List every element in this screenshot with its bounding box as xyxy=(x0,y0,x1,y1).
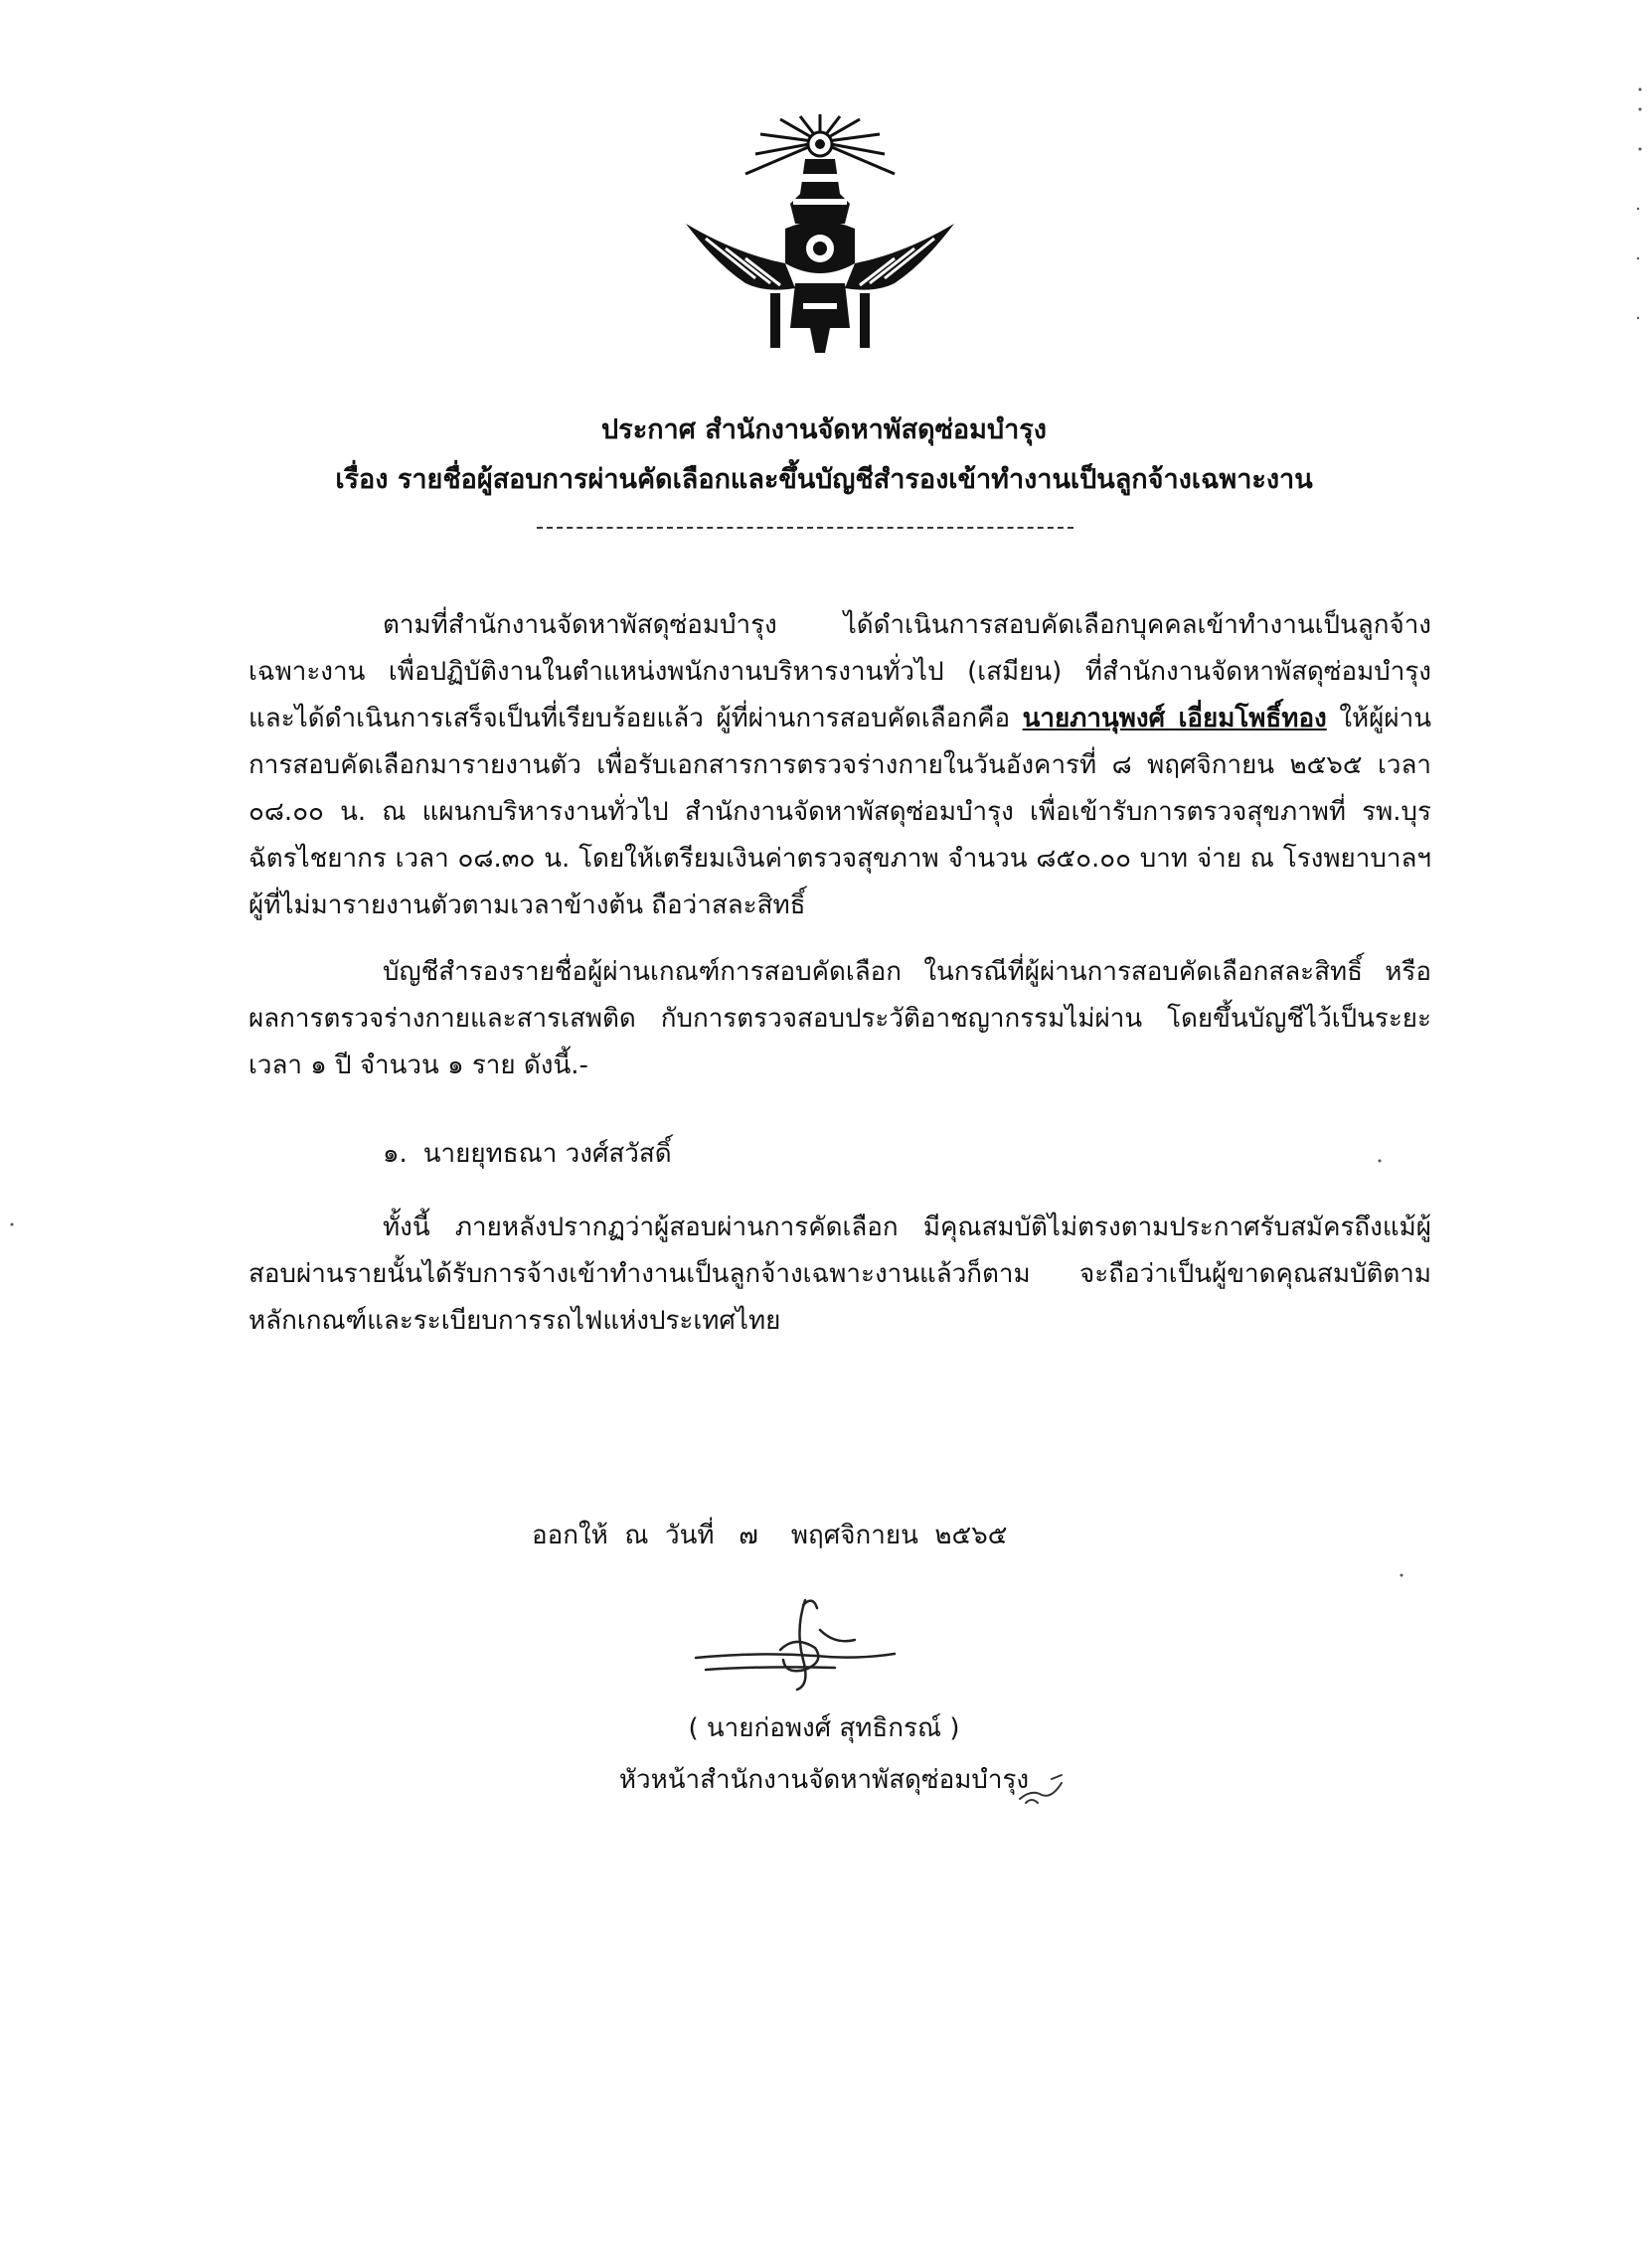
announcement-subject: เรื่อง รายชื่อผู้สอบการผ่านคัดเลือกและขึ้นบัญชีสำรองเข้าทำงานเป็นลูกจ้างเฉพาะงาน xyxy=(335,464,1313,495)
conditions-paragraph xyxy=(248,1205,1431,1345)
main-paragraph xyxy=(248,602,1431,929)
reserve-paragraph-text: บัญชีสำรองรายชื่อผู้ผ่านเกณฑ์การสอบคัดเลือก ในกรณีที่ผู้ผ่านการสอบคัดเลือกสละสิทธิ์ หรือผลการตรวจร่างกายและสารเสพติด กับการตรวจสอบประวัติอาชญากรรมไม่ผ่าน โดยขึ้นบัญชีไว้เป็นระยะเวลา ๑ ปี จำนวน ๑ ราย ดังนี้.- xyxy=(248,957,1431,1080)
state-railway-emblem-icon xyxy=(686,114,954,363)
announcement-title: ประกาศ สำนักงานจัดหาพัสดุซ่อมบำรุง xyxy=(601,414,1047,445)
signer-name: ( นายก่อพงศ์ สุทธิกรณ์ ) xyxy=(688,1713,960,1743)
reserve-item-number: ๑. xyxy=(383,1139,408,1169)
title-divider xyxy=(537,527,1073,529)
main-paragraph-intro: ตามที่สำนักงานจัดหาพัสดุซ่อมบำรุง ได้ดำเนินการสอบคัดเลือกบุคคลเข้าทำงานเป็นลูกจ้างเฉพาะงาน เพื่อปฏิบัติงานในตำแหน่งพนักงานบริหารงานทั่วไป (เสมียน) ที่สำนักงานจัดหาพัสดุซ่อมบำรุง และได้ดำเนินการเสร็จเป็นที่เรียบร้อยแล้ว ผู้ที่ผ่านการสอบคัดเลือกคือ xyxy=(248,610,1431,733)
conditions-paragraph-text: ทั้งนี้ ภายหลังปรากฏว่าผู้สอบผ่านการคัดเลือก มีคุณสมบัติไม่ตรงตามประกาศรับสมัครถึงแม้ผู้สอบผ่านรายนั้นได้รับการจ้างเข้าทำงานเป็นลูกจ้างเฉพาะงานแล้วก็ตาม จะถือว่าเป็นผู้ขาดคุณสมบัติตามหลักเกณฑ์และระเบียบการรถไฟแห่งประเทศไทย xyxy=(248,1213,1431,1336)
main-paragraph-instructions: ให้ผู้ผ่านการสอบคัดเลือกมารายงานตัว เพื่อรับเอกสารการตรวจร่างกายในวันอังคารที่ ๘ พฤศจิกายน ๒๕๖๕ เวลา ๐๘.๐๐ น. ณ แผนกบริหารงานทั่วไป สำนักงานจัดหาพัสดุซ่อมบำรุง เพื่อเข้ารับการตรวจสุขภาพที่ รพ.บุรฉัตรไชยากร เวลา ๐๘.๓๐ น. โดยให้เตรียมเงินค่าตรวจสุขภาพ จำนวน ๘๕๐.๐๐ บาท จ่าย ณ โรงพยาบาลฯ ผู้ที่ไม่มารายงานตัวตามเวลาข้างต้น ถือว่าสละสิทธิ์ xyxy=(248,704,1431,920)
initials-mark xyxy=(1012,1769,1068,1809)
reserve-paragraph xyxy=(248,949,1431,1089)
reserve-item-name: นายยุทธณา วงศ์สวัสดิ์ xyxy=(422,1139,672,1169)
selected-candidate-name: นายภานุพงศ์ เอี่ยมโพธิ์ทอง xyxy=(1022,704,1327,733)
signer-title: หัวหน้าสำนักงานจัดหาพัสดุซ่อมบำรุง xyxy=(618,1765,1030,1795)
signature-mark xyxy=(686,1590,905,1700)
issued-date: ออกให้ ณ วันที่ ๗ พฤศจิกายน ๒๕๖๕ xyxy=(532,1521,1008,1550)
list-item xyxy=(383,1133,688,1174)
